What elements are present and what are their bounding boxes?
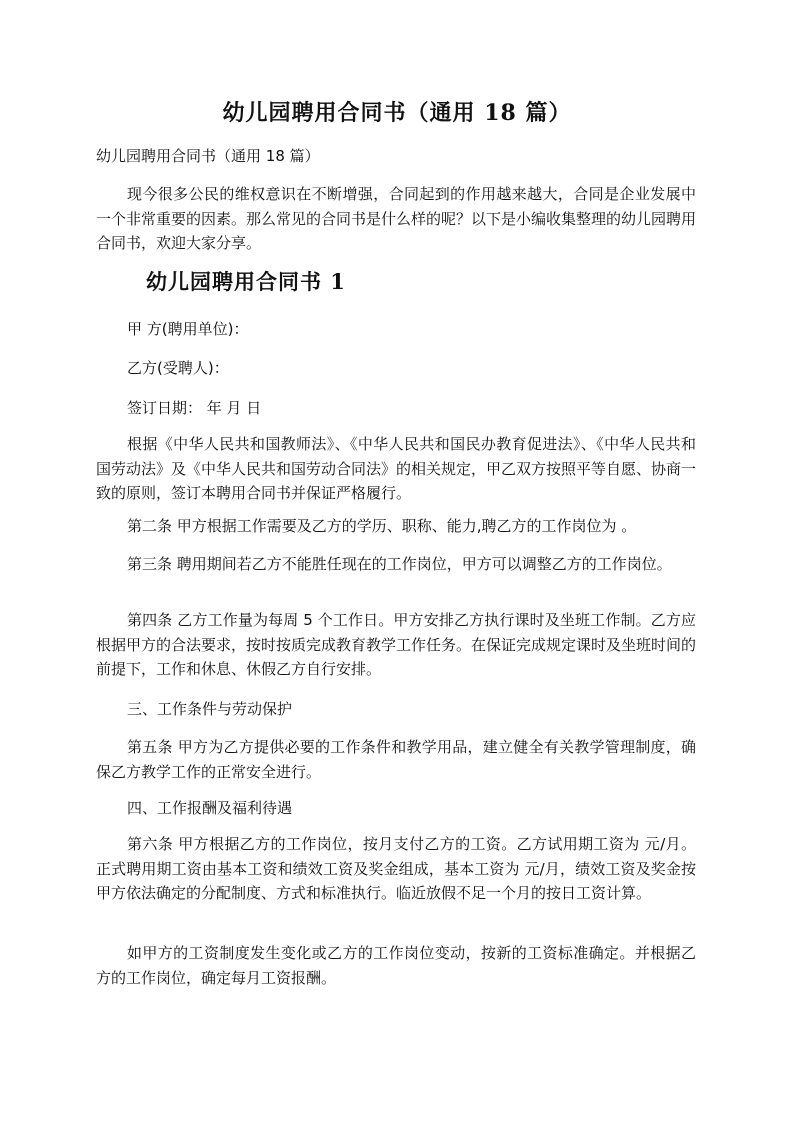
paragraph-article-5: 第五条 甲方为乙方提供必要的工作条件和教学用品，建立健全有关教学管理制度，确保乙方教学工作的正常安全进行。 — [96, 738, 696, 781]
paragraph-article-4: 第四条 乙方工作量为每周 5 个工作日。甲方安排乙方执行课时及坐班工作制。乙方应根据甲方的合法要求，按时按质完成教育教学工作任务。在保证完成规定课时及坐班时间的前提下，工作和休息、休假乙方自行安排。 — [96, 611, 697, 678]
intro-paragraph: 现今很多公民的维权意识在不断增强，合同起到的作用越来越大，合同是企业发展中一个非常重要的因素。那么常见的合同书是什么样的呢？以下是小编收集整理的幼儿园聘用合同书，欢迎大家分享。 — [96, 185, 697, 252]
paragraph-article-6: 第六条 甲方根据乙方的工作岗位，按月支付乙方的工资。乙方试用期工资为 元/月。正式聘用期工资由基本工资和绩效工资及奖金组成，基本工资为 元/月，绩效工资及奖金按甲方依法确定的分配制度、方式和标准执行。临近放假不足一个月的按日工资计算。 — [96, 835, 696, 902]
heading-work-conditions: 三、工作条件与劳动保护 — [127, 700, 293, 718]
document-title: 幼儿园聘用合同书（通用 18 篇） — [222, 100, 572, 126]
paragraph-legal-basis: 根据《中华人民共和国教师法》、《中华人民共和国民办教育促进法》、《中华人民共和国劳动法》及《中华人民共和国劳动合同法》的相关规定，甲乙双方按照平等自愿、协商一致的原则，签订本聘用合同书并保证严格履行。 — [96, 435, 697, 502]
paragraph-article-3: 第三条 聘用期间若乙方不能胜任现在的工作岗位，甲方可以调整乙方的工作岗位。 — [127, 555, 672, 573]
party-b-line: 乙方(受聘人)： — [127, 359, 229, 377]
section-heading: 幼儿园聘用合同书 1 — [146, 269, 346, 294]
paragraph-article-2: 第二条 甲方根据工作需要及乙方的学历、职称、能力,聘乙方的工作岗位为 。 — [127, 517, 637, 535]
paragraph-salary-change: 如甲方的工资制度发生变化或乙方的工作岗位变动，按新的工资标准确定。并根据乙方的工作岗位，确定每月工资报酬。 — [96, 944, 696, 987]
sign-date-line: 签订日期： 年 月 日 — [127, 399, 262, 417]
heading-salary-benefits: 四、工作报酬及福利待遇 — [127, 799, 293, 817]
document-subtitle: 幼儿园聘用合同书（通用 18 篇） — [96, 147, 320, 165]
party-a-line: 甲 方(聘用单位)： — [127, 320, 249, 338]
